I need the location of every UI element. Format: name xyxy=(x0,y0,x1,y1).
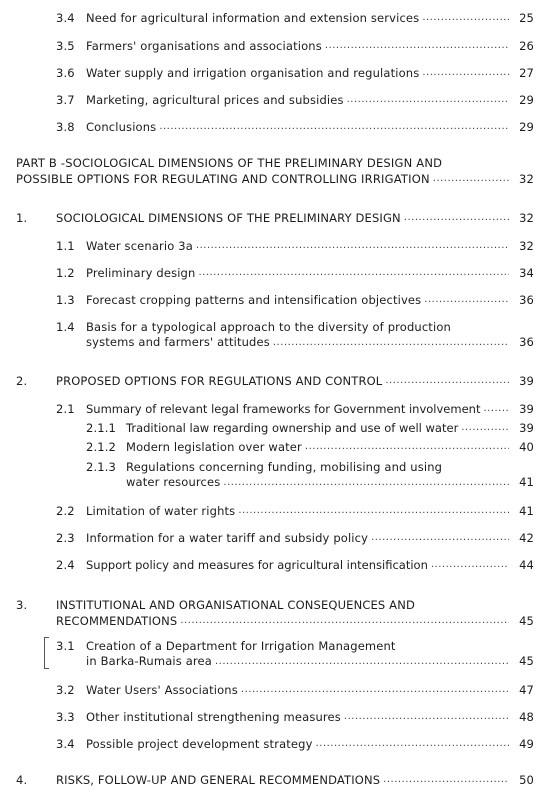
toc-entry-2-2[interactable] xyxy=(56,504,534,518)
dot-leader xyxy=(316,737,509,751)
dot-leader xyxy=(422,66,509,80)
toc-entry-3-5[interactable] xyxy=(56,39,534,53)
chapter-title-line2: RECOMMENDATIONS xyxy=(56,614,178,628)
dot-leader xyxy=(241,683,509,697)
section-title: Marketing, agricultural prices and subsidies xyxy=(86,93,344,107)
toc-entry-3-1[interactable] xyxy=(56,639,534,669)
page-number: 25 xyxy=(519,11,534,25)
section-title: Forecast cropping patterns and intensification objectives xyxy=(86,293,422,307)
dot-leader xyxy=(180,613,509,629)
toc-entry-2-1-3[interactable] xyxy=(86,460,534,490)
part-b-title-line1: PART B -SOCIOLOGICAL DIMENSIONS OF THE PRELIMINARY DESIGN AND xyxy=(16,156,443,170)
chapter-number: 4. xyxy=(16,773,28,787)
margin-bracket-mark xyxy=(44,637,49,669)
subsection-number: 2.1.1 xyxy=(86,421,117,435)
section-title: Water Users' Associations xyxy=(86,683,238,697)
toc-chapter-2[interactable] xyxy=(16,374,534,388)
section-title: Conclusions xyxy=(86,120,157,134)
section-number: 3.4 xyxy=(56,737,75,751)
dot-leader xyxy=(422,11,509,25)
section-title: Summary of relevant legal frameworks for Government involvement xyxy=(86,402,481,416)
toc-chapter-1[interactable] xyxy=(16,211,534,225)
toc-entry-3-7[interactable] xyxy=(56,93,534,107)
dot-leader xyxy=(159,120,509,134)
section-title: Support policy and measures for agricultural intensification xyxy=(86,558,428,572)
subsection-title-line1: Regulations concerning funding, mobilising and using xyxy=(126,460,443,474)
page-number: 41 xyxy=(519,475,534,489)
section-number: 1.3 xyxy=(56,293,75,307)
toc-part-b-heading[interactable] xyxy=(16,155,534,187)
page-number: 27 xyxy=(519,66,534,80)
section-title: Water supply and irrigation organisation and regulations xyxy=(86,66,420,80)
page-number: 42 xyxy=(519,531,534,545)
toc-entry-1-2[interactable] xyxy=(56,266,534,280)
section-title: Need for agricultural information and extension services xyxy=(86,11,420,25)
subsection-number: 2.1.2 xyxy=(86,440,117,454)
dot-leader xyxy=(238,504,509,518)
section-number: 2.1 xyxy=(56,402,75,416)
dot-leader xyxy=(347,93,509,107)
page-number: 40 xyxy=(519,440,534,454)
page-number: 36 xyxy=(519,335,534,349)
toc-entry-3-3[interactable] xyxy=(56,710,534,724)
toc-entry-2-1[interactable] xyxy=(56,402,534,416)
section-number: 2.4 xyxy=(56,558,75,572)
page-number: 39 xyxy=(519,421,534,435)
page-number: 29 xyxy=(519,93,534,107)
section-number: 3.6 xyxy=(56,66,75,80)
toc-entry-1-4[interactable] xyxy=(56,320,534,350)
dot-leader xyxy=(215,654,509,669)
section-number: 2.3 xyxy=(56,531,75,545)
section-number: 2.2 xyxy=(56,504,75,518)
page-number: 32 xyxy=(519,239,534,253)
dot-leader xyxy=(424,293,509,307)
toc-entry-3-6[interactable] xyxy=(56,66,534,80)
dot-leader xyxy=(483,402,509,416)
chapter-title: SOCIOLOGICAL DIMENSIONS OF THE PRELIMINARY DESIGN xyxy=(56,211,401,225)
dot-leader xyxy=(196,239,509,253)
subsection-title-line2: water resources xyxy=(126,475,221,489)
page-number: 41 xyxy=(519,504,534,518)
section-title-line2: in Barka-Rumais area xyxy=(86,654,212,668)
toc-entry-3-8[interactable] xyxy=(56,120,534,134)
page-number: 45 xyxy=(519,654,534,668)
chapter-title-line1: INSTITUTIONAL AND ORGANISATIONAL CONSEQUENCES AND xyxy=(56,598,415,612)
subsection-number: 2.1.3 xyxy=(86,460,117,474)
chapter-number: 3. xyxy=(16,598,28,612)
page-number: 32 xyxy=(518,172,534,186)
section-title: Preliminary design xyxy=(86,266,196,280)
page-number: 45 xyxy=(519,614,534,628)
dot-leader xyxy=(325,39,509,53)
dot-leader xyxy=(305,440,509,454)
dot-leader xyxy=(385,374,509,388)
chapter-title: PROPOSED OPTIONS FOR REGULATIONS AND CONTROL xyxy=(56,374,383,388)
page-number: 50 xyxy=(519,773,534,787)
page-number: 32 xyxy=(519,211,534,225)
section-number: 1.2 xyxy=(56,266,75,280)
subsection-title: Traditional law regarding ownership and use of well water xyxy=(126,421,459,435)
section-title-line1: Basis for a typological approach to the diversity of production xyxy=(86,320,451,334)
page-number: 48 xyxy=(519,710,534,724)
page-number: 49 xyxy=(519,737,534,751)
section-number: 3.4 xyxy=(56,11,75,25)
page-number: 44 xyxy=(519,558,534,572)
page-number: 36 xyxy=(519,293,534,307)
section-title: Limitation of water rights xyxy=(86,504,236,518)
section-number: 3.7 xyxy=(56,93,75,107)
toc-entry-1-1[interactable] xyxy=(56,239,534,253)
toc-entry-2-1-1[interactable] xyxy=(86,421,534,435)
dot-leader xyxy=(371,531,509,545)
page-number: 26 xyxy=(519,39,534,53)
section-number: 3.1 xyxy=(56,639,75,653)
toc-entry-2-3[interactable] xyxy=(56,531,534,545)
subsection-title: Modern legislation over water xyxy=(126,440,302,454)
toc-entry-2-4[interactable] xyxy=(56,558,534,572)
page-number: 39 xyxy=(519,374,534,388)
toc-entry-3-2[interactable] xyxy=(56,683,534,697)
toc-chapter-4[interactable] xyxy=(16,773,534,787)
toc-chapter-3[interactable] xyxy=(16,597,534,629)
page-number: 39 xyxy=(519,402,534,416)
section-number: 3.2 xyxy=(56,683,75,697)
section-title: Possible project development strategy xyxy=(86,737,313,751)
page-number: 34 xyxy=(519,266,534,280)
dot-leader xyxy=(431,558,509,572)
section-number: 3.8 xyxy=(56,120,75,134)
section-title: Information for a water tariff and subsidy policy xyxy=(86,531,369,545)
dot-leader xyxy=(383,773,509,787)
page-number: 47 xyxy=(519,683,534,697)
dot-leader xyxy=(223,475,509,490)
section-title: Water scenario 3a xyxy=(86,239,193,253)
section-title: Other institutional strengthening measures xyxy=(86,710,341,724)
chapter-number: 1. xyxy=(16,211,28,225)
dot-leader xyxy=(344,710,509,724)
toc-entry-3-4[interactable] xyxy=(56,11,534,25)
toc-entry-1-3[interactable] xyxy=(56,293,534,307)
part-b-title-line2: POSSIBLE OPTIONS FOR REGULATING AND CONTROLLING IRRIGATION xyxy=(16,172,430,186)
section-number: 1.4 xyxy=(56,320,75,334)
dot-leader xyxy=(273,335,509,350)
section-number: 3.3 xyxy=(56,710,75,724)
toc-entry-3-4b[interactable] xyxy=(56,737,534,751)
toc-entry-2-1-2[interactable] xyxy=(86,440,534,454)
section-title-line2: systems and farmers' attitudes xyxy=(86,335,270,349)
dot-leader xyxy=(198,266,509,280)
dot-leader xyxy=(433,171,509,187)
dot-leader xyxy=(461,421,509,435)
page-number: 29 xyxy=(519,120,534,134)
dot-leader xyxy=(404,211,509,225)
section-number: 1.1 xyxy=(56,239,75,253)
section-number: 3.5 xyxy=(56,39,75,53)
section-title-line1: Creation of a Department for Irrigation Management xyxy=(86,639,396,653)
chapter-title: RISKS, FOLLOW-UP AND GENERAL RECOMMENDATIONS xyxy=(56,773,381,787)
chapter-number: 2. xyxy=(16,374,28,388)
section-title: Farmers' organisations and associations xyxy=(86,39,322,53)
